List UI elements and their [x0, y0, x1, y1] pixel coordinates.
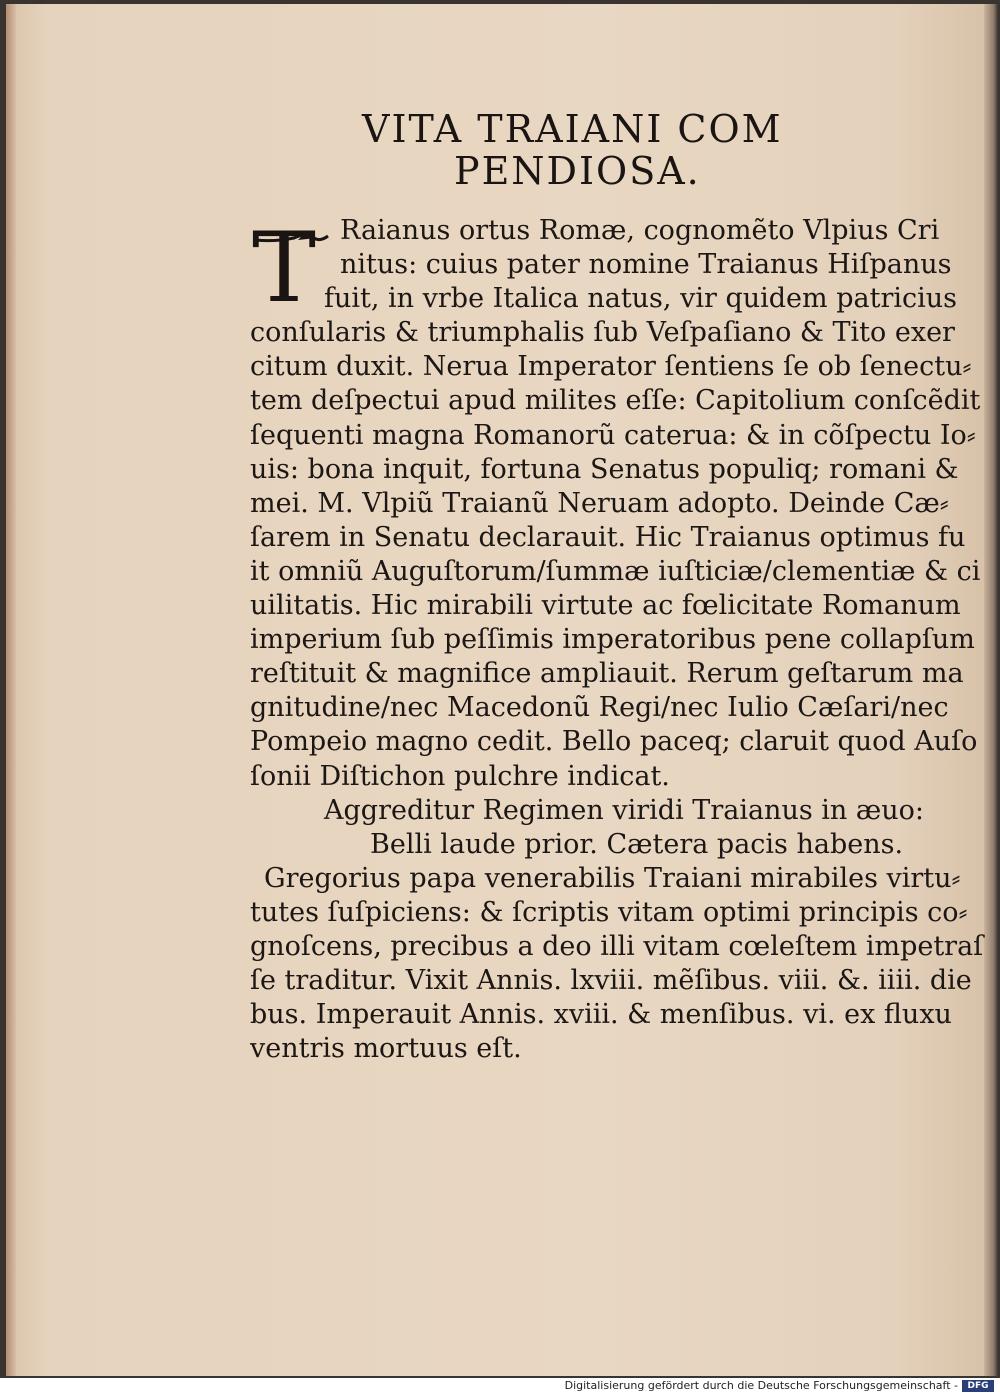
text-line: gnoſcens, precibus a deo illi vitam cœleſtem impetraſ [250, 930, 984, 962]
text-line: nitus: cuius pater nomine Traianus Hiſpanus [340, 249, 952, 281]
text-line: Gregorius papa venerabilis Traiani mirabiles virtu⸗ [264, 862, 961, 894]
dfg-logo: DFG [962, 1380, 994, 1392]
text-line: imperium ſub peſſimis imperatoribus pene collapſum [250, 624, 975, 656]
text-line: uilitatis. Hic mirabili virtute ac fœlicitate Romanum [250, 590, 961, 622]
title-line-2: PENDIOSA. [454, 149, 701, 193]
text-line: ſonii Diſtichon pulchre indicat. [250, 760, 670, 792]
text-line: reſtituit & magnifice ampliauit. Rerum geſtarum ma [250, 658, 964, 690]
text-line: ſequenti magna Romanorũ caterua: & in cõſpectu Io⸗ [250, 419, 976, 451]
page-right-edge [984, 4, 998, 1376]
text-line: Raianus ortus Romæ, cognomẽto Vlpius Cri [340, 215, 940, 246]
text-line: tem deſpectui apud milites eſſe: Capitolium conſcẽdit [250, 385, 981, 417]
text-line: bus. Imperauit Annis. xviii. & menſibus. vi. ex fluxu [250, 999, 952, 1031]
text-line: citum duxit. Nerua Imperator ſentiens ſe ob ſenectu⸗ [250, 351, 972, 383]
text-line: ventris mortuus eſt. [250, 1033, 522, 1065]
text-line: mei. M. Vlpiũ Traianũ Neruam adopto. Deinde Cæ⸗ [250, 487, 949, 519]
text-line: tutes ſuſpiciens: & ſcriptis vitam optimi principis co⸗ [250, 896, 968, 928]
page-title [340, 108, 820, 192]
verse-line: Belli laude prior. Cætera pacis habens. [370, 828, 904, 860]
text-line: ſe traditur. Vixit Annis. lxviii. mẽſibus. viii. &. iiii. die [250, 965, 972, 997]
digitization-credit: Digitalisierung gefördert durch die Deutsche Forschungsgemeinschaft - [564, 1379, 958, 1392]
verse-line: Aggreditur Regimen viridi Traianus in æuo: [324, 794, 924, 826]
text-line: uis: bona inquit, fortuna Senatus populiq; romani & [250, 453, 959, 485]
page-left-edge [6, 4, 16, 1376]
title-line-1: VITA TRAIANI COM [362, 107, 783, 151]
text-line: gnitudine/nec Macedonũ Regi/nec Iulio Cæſari/nec [250, 692, 949, 724]
text-line: ſarem in Senatu declarauit. Hic Traianus optimus fu [250, 521, 966, 553]
text-line: Pompeio magno cedit. Bello paceq; claruit quod Auſo [250, 726, 978, 758]
drop-cap: T [252, 212, 317, 324]
text-line: fuit, in vrbe Italica natus, vir quidem patricius [324, 283, 957, 315]
text-line: it omniũ Auguſtorum/ſummæ iuſticiæ/clementiæ & ci [250, 555, 981, 587]
main-text [250, 214, 984, 1066]
text-line: conſularis & triumphalis ſub Veſpaſiano & Tito exer [250, 317, 955, 349]
